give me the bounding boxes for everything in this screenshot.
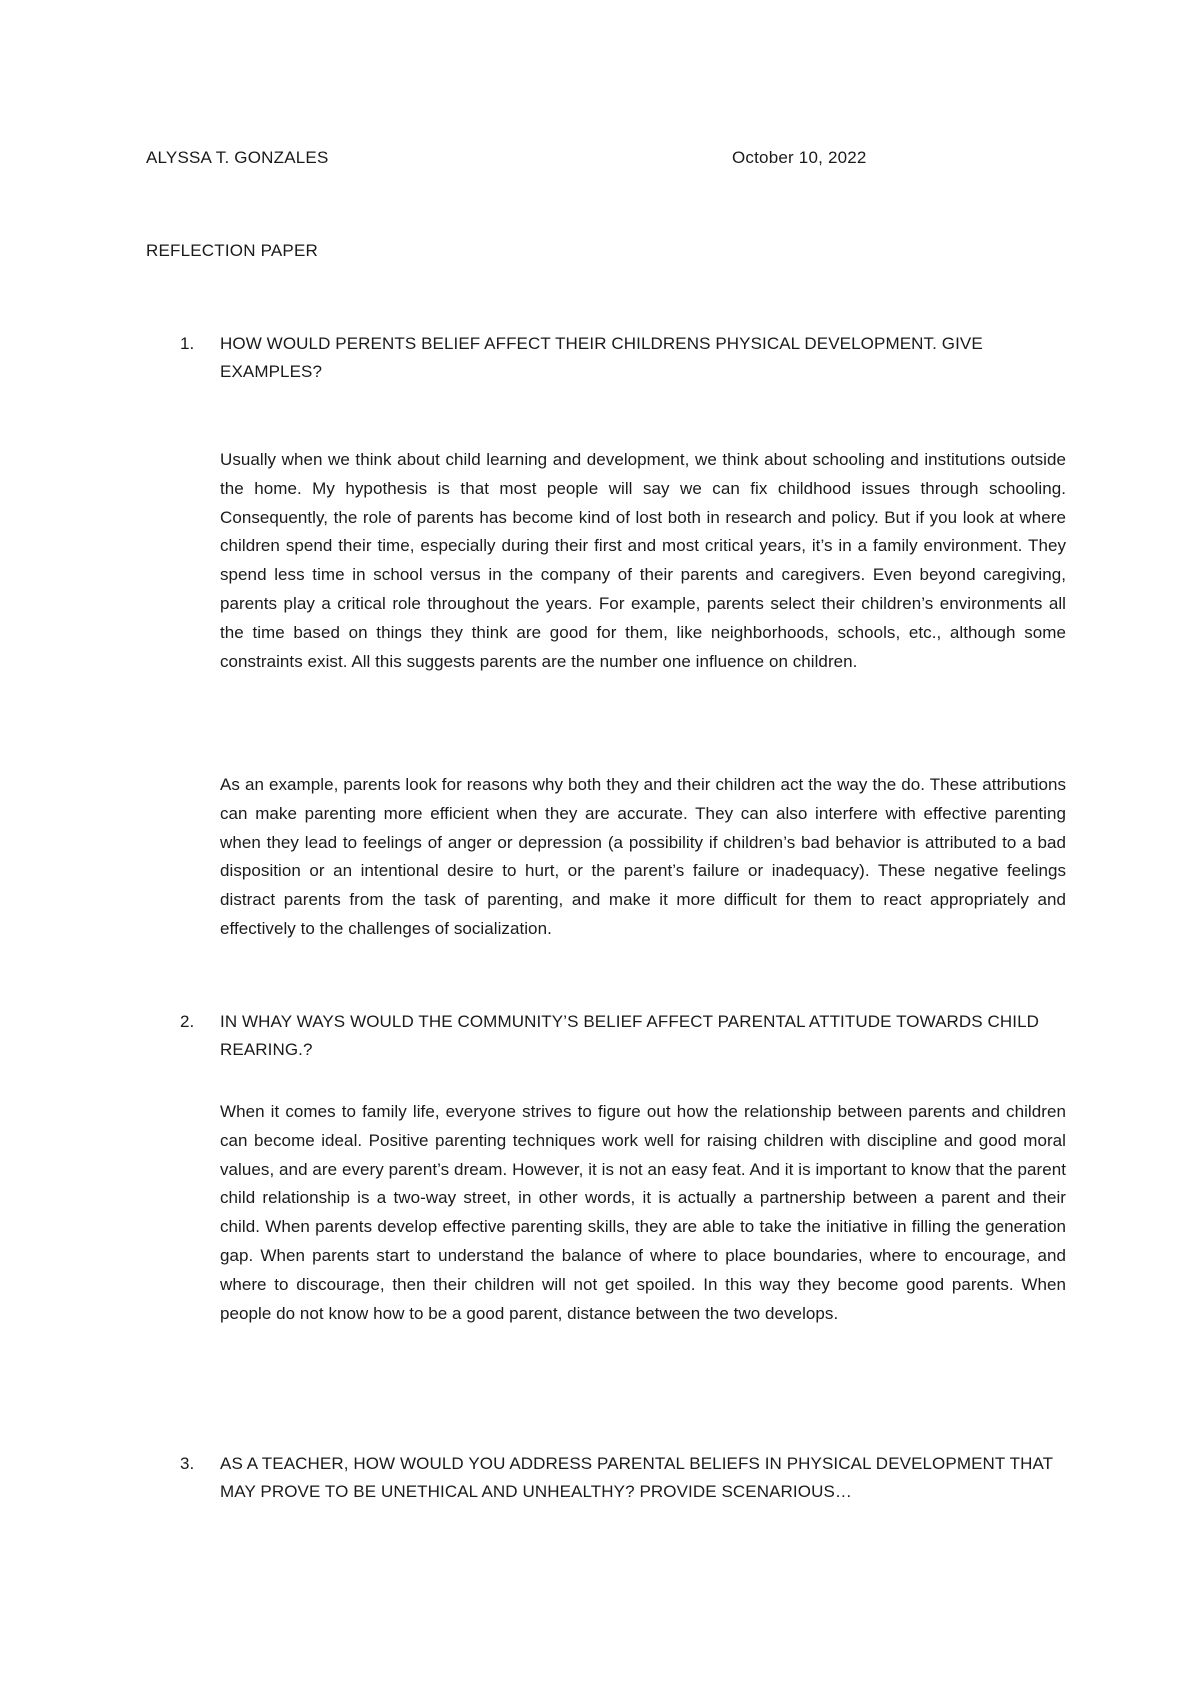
question-2 bbox=[146, 1008, 1066, 1064]
question-number: 3. bbox=[180, 1454, 195, 1473]
question-text: IN WHAY WAYS WOULD THE COMMUNITY’S BELIEF AFFECT PARENTAL ATTITUDE TOWARDS CHILD REARING.? bbox=[220, 1012, 1040, 1059]
question-text: HOW WOULD PERENTS BELIEF AFFECT THEIR CHILDRENS PHYSICAL DEVELOPMENT. GIVE EXAMPLES? bbox=[220, 334, 983, 381]
answer-paragraph: As an example, parents look for reasons why both they and their children act the way the do. These attributions can make parenting more efficient when they are accurate. They can also interfere with effective parenting when they lead to feelings of anger or depression (a possibility if children’s bad behavior is attributed to a bad disposition or an intentional desire to hurt, or the parent’s failure or inadequacy). These negative feelings distract parents from the task of parenting, and make it more difficult for them to react appropriately and effectively to the challenges of socialization. bbox=[220, 775, 1066, 938]
author-name: ALYSSA T. GONZALES bbox=[146, 148, 329, 167]
answer-paragraph: Usually when we think about child learning and development, we think about schooling and institutions outside the home. My hypothesis is that most people will say we can fix childhood issues through schooling. Consequently, the role of parents has become kind of lost both in research and policy. But if you look at where children spend their time, especially during their first and most critical years, it’s in a family environment. They spend less time in school versus in the company of their parents and caregivers. Even beyond caregiving, parents play a critical role throughout the years. For example, parents select their children’s environments all the time based on things they think are good for them, like neighborhoods, schools, etc., although some constraints exist. All this suggests parents are the number one influence on children. bbox=[220, 450, 1066, 671]
document-date: October 10, 2022 bbox=[732, 148, 867, 167]
question-number: 1. bbox=[180, 334, 195, 353]
question-text: AS A TEACHER, HOW WOULD YOU ADDRESS PARENTAL BELIEFS IN PHYSICAL DEVELOPMENT THAT MAY PROVE TO BE UNETHICAL AND UNHEALTHY? PROVIDE SCENARIOUS… bbox=[220, 1454, 1053, 1501]
document-title: REFLECTION PAPER bbox=[146, 241, 318, 260]
question-1 bbox=[146, 330, 1066, 386]
question-3 bbox=[146, 1450, 1066, 1506]
question-number: 2. bbox=[180, 1012, 195, 1031]
answer-paragraph: When it comes to family life, everyone strives to figure out how the relationship between parents and children can become ideal. Positive parenting techniques work well for raising children with discipline and good moral values, and are every parent’s dream. However, it is not an easy feat. And it is important to know that the parent child relationship is a two-way street, in other words, it is actually a partnership between a parent and their child. When parents develop effective parenting skills, they are able to take the initiative in filling the generation gap. When parents start to understand the balance of where to place boundaries, where to encourage, and where to discourage, then their children will not get spoiled. In this way they become good parents. When people do not know how to be a good parent, distance between the two develops. bbox=[220, 1102, 1066, 1323]
document-header bbox=[146, 148, 886, 172]
